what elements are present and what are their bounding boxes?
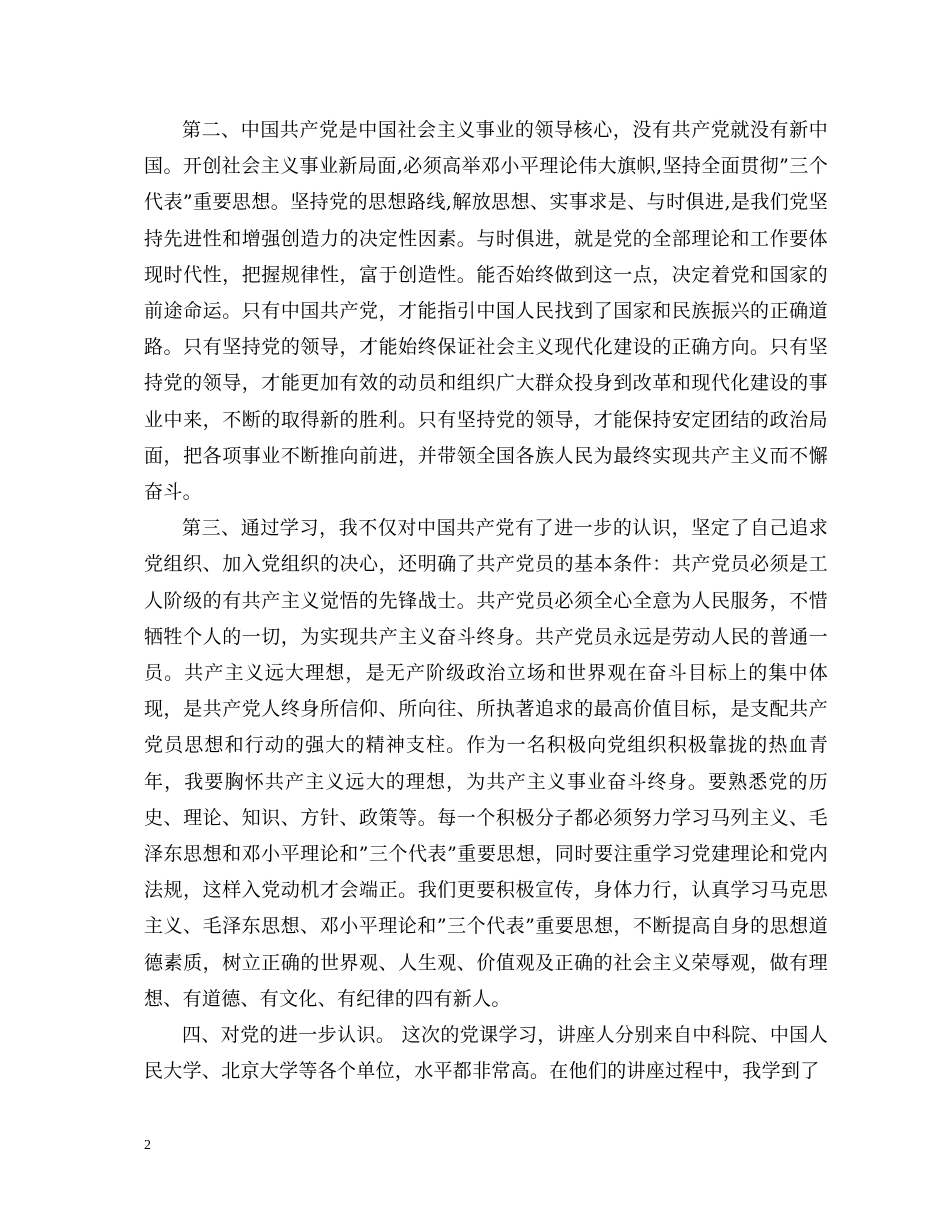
document-body — [144, 112, 828, 1089]
page-number: 2 — [144, 1138, 151, 1153]
paragraph-second-point: 第二、中国共产党是中国社会主义事业的领导核心，没有共产党就没有新中国。开创社会主义事业新局面,必须高举邓小平理论伟大旗帜,坚持全面贯彻”三个代表”重要思想。坚持党的思想路线,解放思想、实事求是、与时俱进,是我们党坚持先进性和增强创造力的决定性因素。与时俱进，就是党的全部理论和工作要体现时代性，把握规律性，富于创造性。能否始终做到这一点，决定着党和国家的前途命运。只有中国共产党，才能指引中国人民找到了国家和民族振兴的正确道路。只有坚持党的领导，才能始终保证社会主义现代化建设的正确方向。只有坚持党的领导，才能更加有效的动员和组织广大群众投身到改革和现代化建设的事业中来，不断的取得新的胜利。只有坚持党的领导，才能保持安定团结的政治局面，把各项事业不断推向前进，并带领全国各族人民为最终实现共产主义而不懈奋斗。 — [144, 119, 828, 504]
paragraph-third-point: 第三、通过学习，我不仅对中国共产党有了进一步的认识，坚定了自己追求党组织、加入党组织的决心，还明确了共产党员的基本条件：共产党员必须是工人阶级的有共产主义觉悟的先锋战士。共产党员必须全心全意为人民服务，不惜牺牲个人的一切，为实现共产主义奋斗终身。共产党员永远是劳动人民的普通一员。共产主义远大理想，是无产阶级政治立场和世界观在奋斗目标上的集中体现，是共产党人终身所信仰、所向往、所执著追求的最高价值目标，是支配共产党员思想和行动的强大的精神支柱。作为一名积极向党组织积极靠拢的热血青年，我要胸怀共产主义远大的理想，为共产主义事业奋斗终身。要熟悉党的历史、理论、知识、方针、政策等。每一个积极分子都必须努力学习马列主义、毛泽东思想和邓小平理论和”三个代表”重要思想，同时要注重学习党建理论和党内法规，这样入党动机才会端正。我们更要积极宣传，身体力行，认真学习马克思主义、毛泽东思想、邓小平理论和”三个代表”重要思想，不断提高自身的思想道德素质，树立正确的世界观、人生观、价值观及正确的社会主义荣辱观，做有理想、有道德、有文化、有纪律的四有新人。 — [144, 517, 828, 1010]
paragraph-fourth-point: 四、对党的进一步认识。 这次的党课学习，讲座人分别来自中科院、中国人民大学、北京大学等各个单位，水平都非常高。在他们的讲座过程中，我学到了 — [144, 1024, 828, 1083]
